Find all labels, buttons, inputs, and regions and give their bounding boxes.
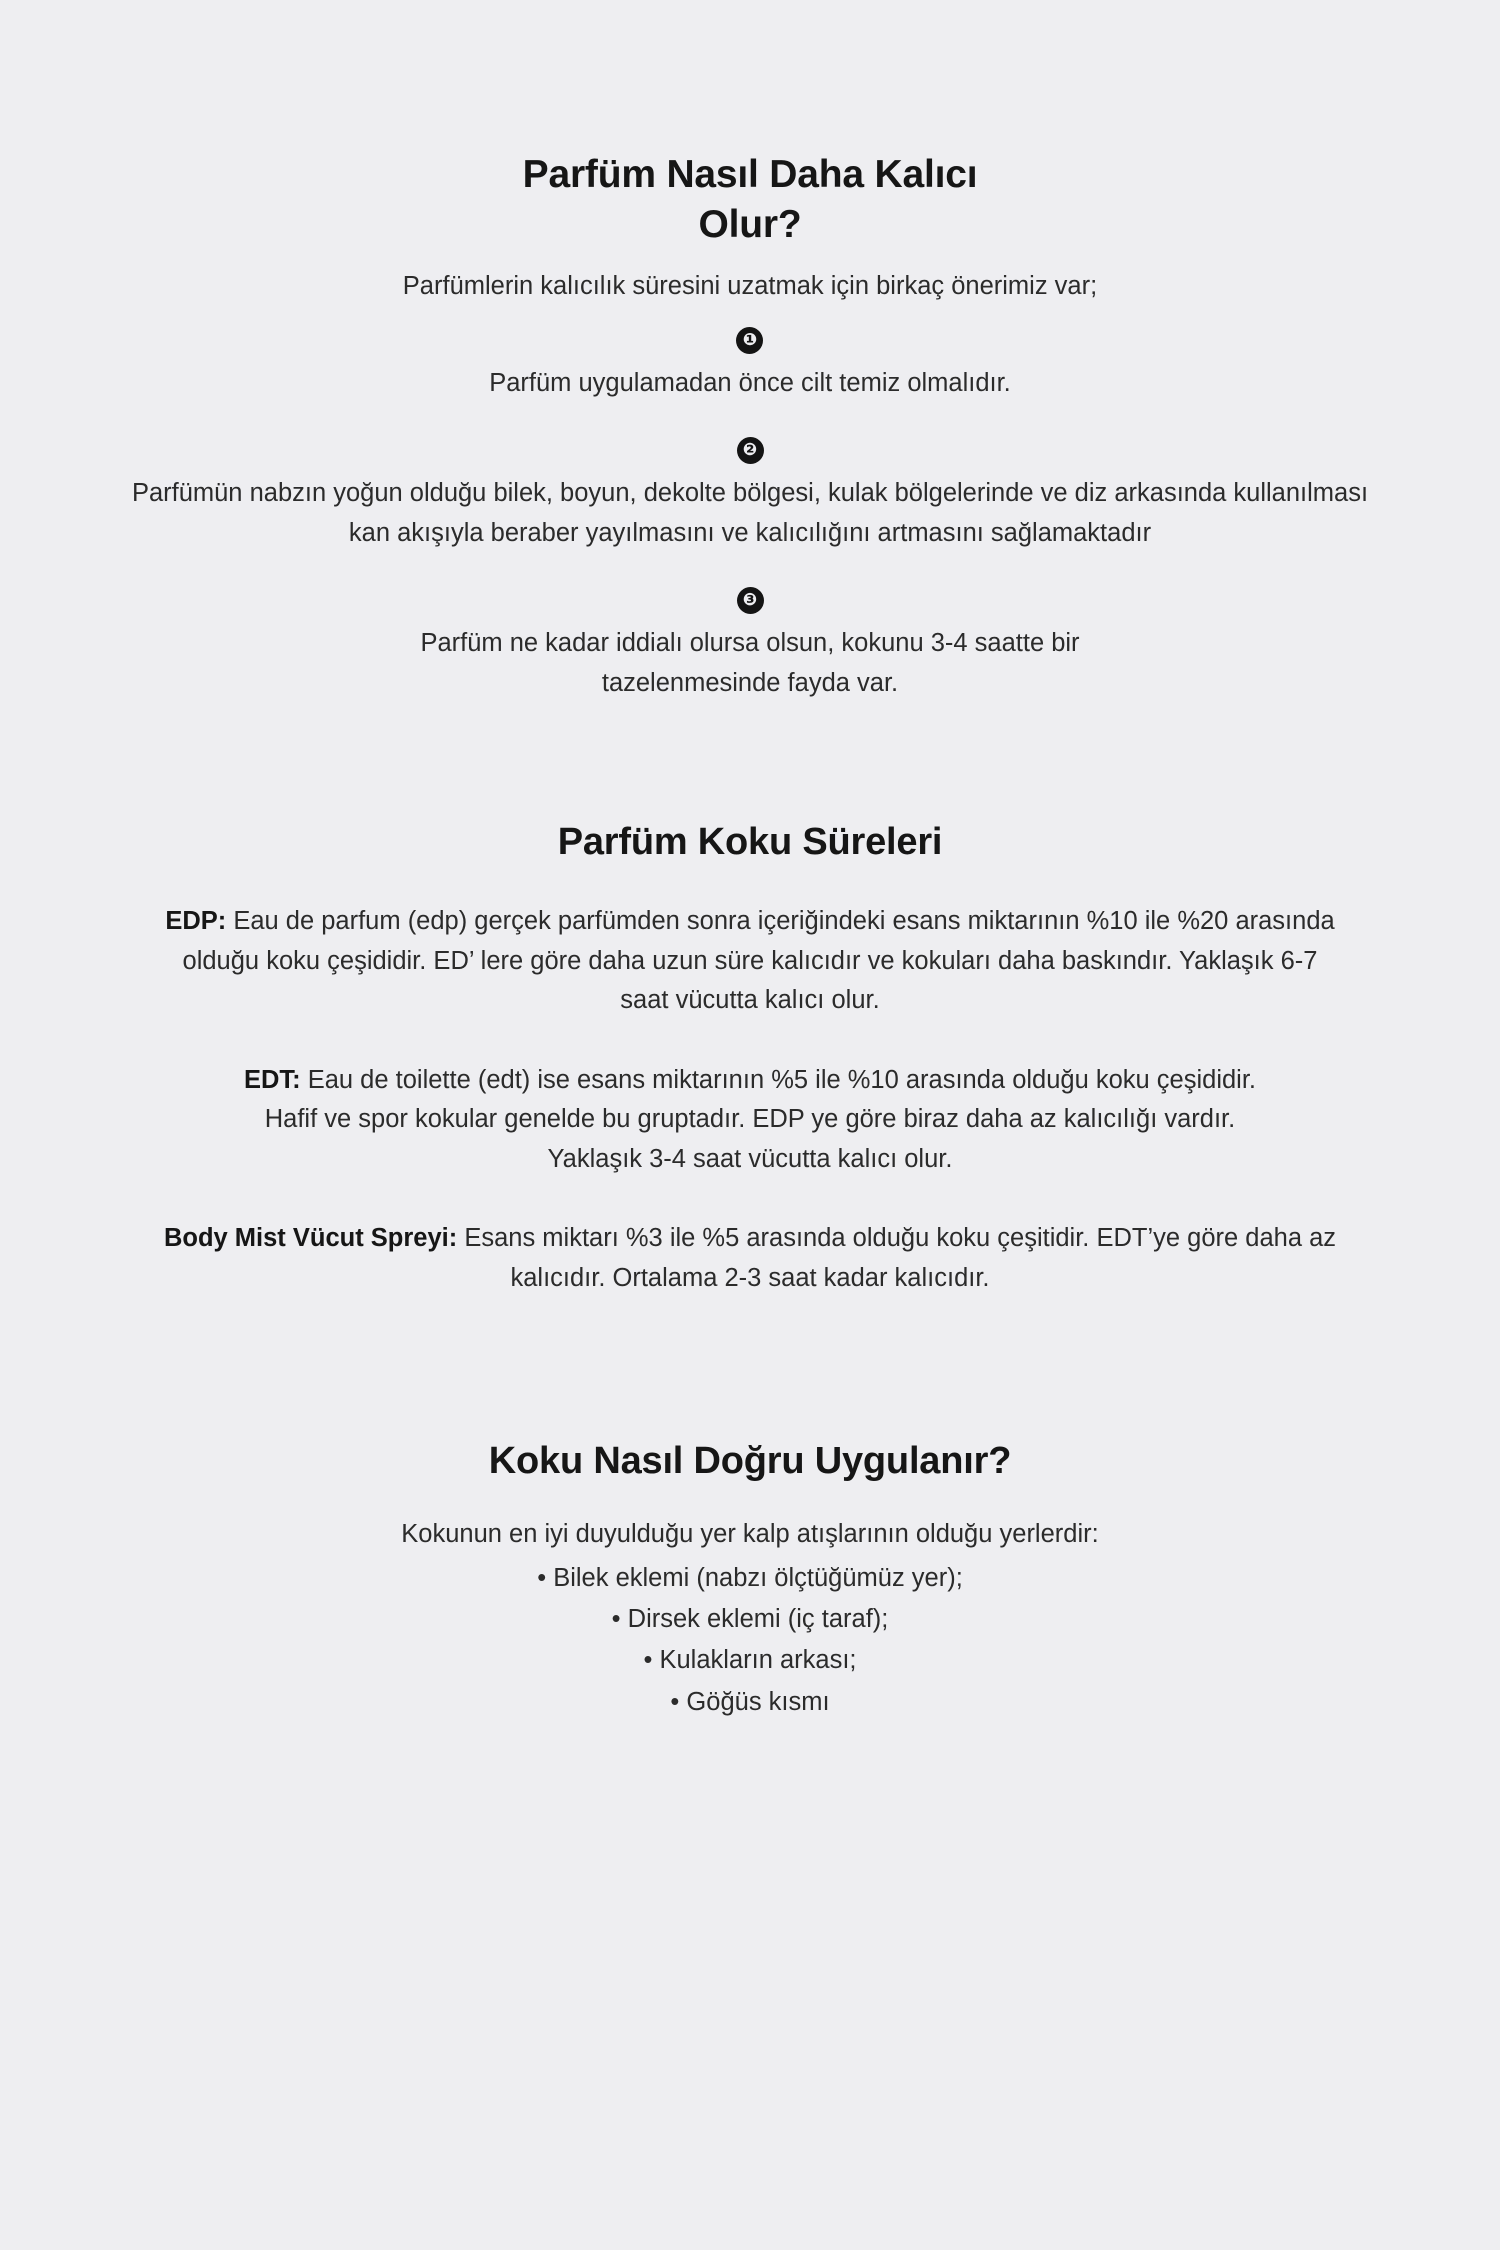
step-number-badge-1: ❶ — [736, 327, 763, 354]
list-item: • Göğüs kısmı — [670, 1687, 830, 1716]
duration-item-edt — [240, 1061, 1260, 1180]
duration-item-body-mist — [120, 1219, 1380, 1298]
duration-text-body-mist: Esans miktarı %3 ile %5 arasında olduğu koku çeşitidir. EDT’ye göre daha az kalıcıdır. Ortalama 2-3 saat kadar kalıcıdır. — [457, 1224, 1337, 1292]
step-number-badge-3: ❸ — [737, 587, 764, 614]
tip-item — [110, 437, 1390, 553]
duration-item-edp — [160, 902, 1340, 1021]
tip-text-2: Parfümün nabzın yoğun olduğu bilek, boyun, dekolte bölgesi, kulak bölgelerinde ve diz arkasında kullanılması kan akışıyla beraber yayılmasını ve kalıcılığını artmasını sağlamaktadır — [131, 479, 1369, 547]
section-lasting-intro: Parfümlerin kalıcılık süresini uzatmak için birkaç önerimiz var; — [402, 271, 1098, 300]
section-durations-title: Parfüm Koku Süreleri — [557, 821, 943, 864]
step-number-badge-2: ❷ — [737, 437, 764, 464]
duration-label-body-mist: Body Mist Vücut Spreyi: — [163, 1224, 458, 1253]
duration-text-edp: Eau de parfum (edp) gerçek parfümden sonra içeriğindeki esans miktarının %10 ile %20 arasında olduğu koku çeşididir. ED’ lere göre daha uzun süre kalıcıdır ve kokuları daha baskındır. Yaklaşık 6-7 saat vücutta kalıcı olur. — [182, 907, 1335, 1015]
tip-text-3: Parfüm ne kadar iddialı olursa olsun, kokunu 3-4 saatte bir tazelenmesinde fayda var. — [420, 629, 1080, 697]
duration-label-edt: EDT: — [243, 1065, 301, 1094]
section-application-title: Koku Nasıl Doğru Uygulanır? — [488, 1440, 1012, 1483]
list-item: • Kulakların arkası; — [643, 1646, 857, 1675]
duration-text-edt: Eau de toilette (edt) ise esans miktarının %5 ile %10 arasında olduğu koku çeşididir. Hafif ve spor kokular genelde bu gruptadır. EDP ye göre biraz daha az kalıcılığı vardır. Yaklaşık 3-4 saat vücutta kalıcı olur. — [264, 1065, 1257, 1173]
duration-label-edp: EDP: — [165, 907, 227, 936]
list-item: • Dirsek eklemi (iç taraf); — [611, 1605, 889, 1634]
section-application — [110, 1440, 1390, 1722]
section-lasting-title: Parfüm Nasıl Daha Kalıcı Olur? — [522, 153, 978, 246]
tip-text-1: Parfüm uygulamadan önce cilt temiz olmalıdır. — [489, 368, 1011, 397]
list-item: • Bilek eklemi (nabzı ölçtüğümüz yer); — [537, 1563, 963, 1592]
section-durations — [110, 821, 1390, 1298]
section-application-lead: Kokunun en iyi duyulduğu yer kalp atışlarının olduğu yerlerdir: — [401, 1520, 1099, 1549]
tip-item — [350, 587, 1150, 703]
section-lasting — [110, 150, 1390, 703]
tip-item — [489, 327, 1011, 404]
application-points-list — [537, 1558, 963, 1723]
